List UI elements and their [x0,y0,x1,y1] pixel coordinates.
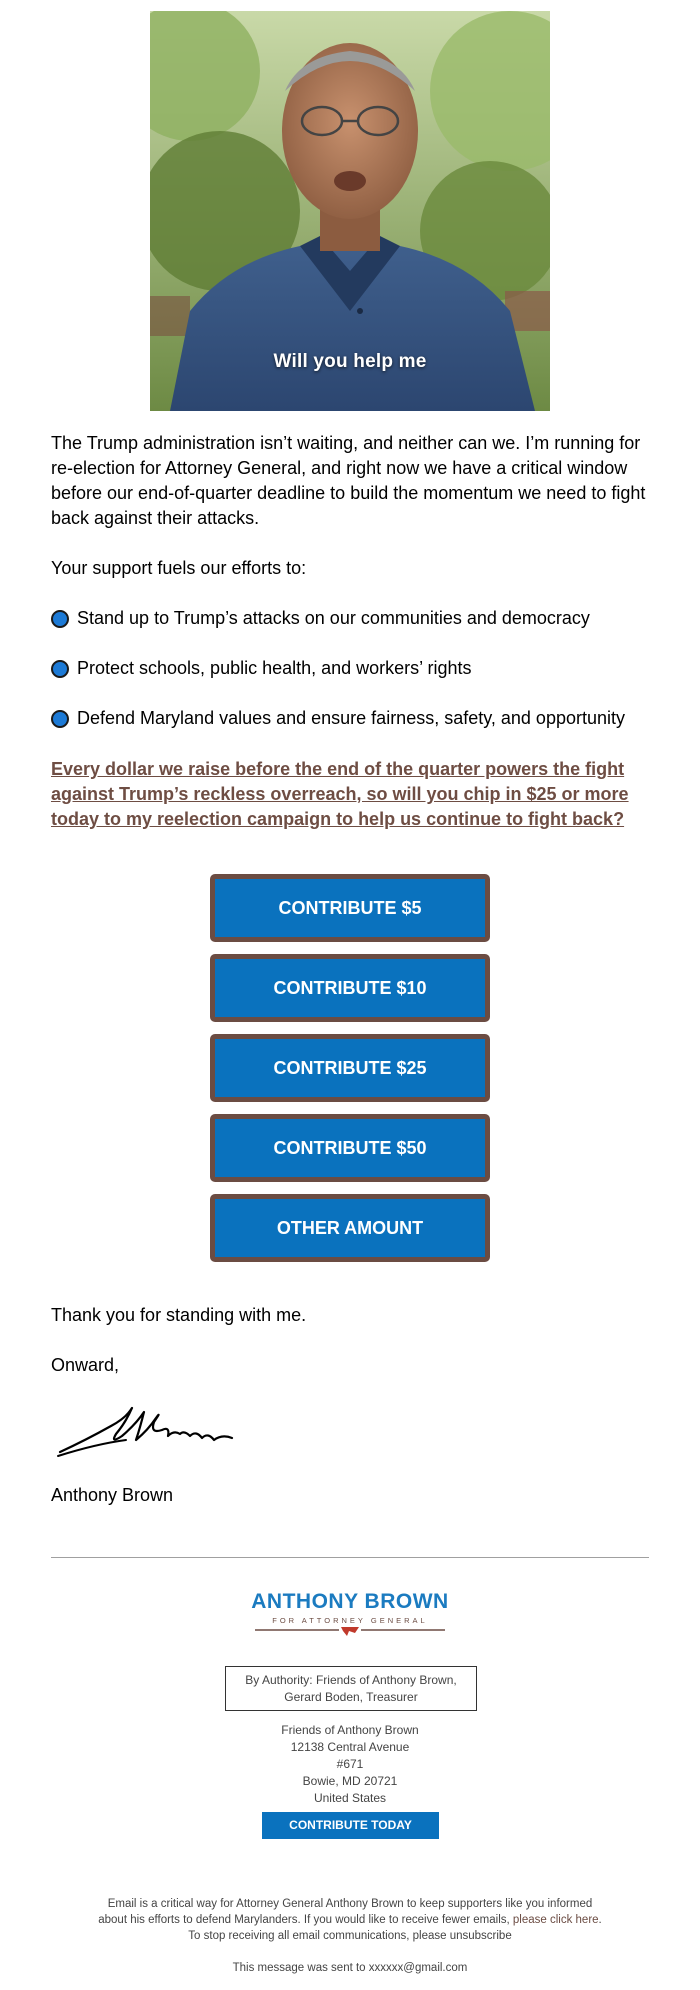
address-line: Bowie, MD 20721 [302,1774,398,1788]
footer-divider [51,1557,649,1558]
fewer-emails-link[interactable]: please click here [512,1914,599,1926]
authority-line-2: Gerard Boden, Treasurer [284,1690,418,1704]
campaign-logo[interactable] [240,1590,460,1637]
footer-line-1: Email is a critical way for Attorney General Anthony Brown to keep supporters like you informed [107,1898,593,1910]
unsubscribe-line[interactable]: To stop receiving all email communications, please unsubscribe [188,1930,512,1942]
recipient-email: xxxxxx@gmail.com [368,1962,468,1974]
maryland-flag-icon [255,1627,445,1637]
donation-ask-link[interactable]: Every dollar we raise before the end of the quarter powers the fight against Trump’s reckless overreach, so will you chip in $25 or more today to my reelection campaign to help us continue to fight back? [51,759,629,829]
sent-to-line [100,1962,600,1974]
sent-to-label: This message was sent to [232,1962,369,1974]
mailing-address [200,1722,500,1807]
onward-text: Onward, [51,1355,120,1375]
thanks-text: Thank you for standing with me. [51,1305,307,1325]
bullet-text: Stand up to Trump’s attacks on our communities and democracy [77,608,590,628]
contribute-10-button[interactable]: CONTRIBUTE $10 [210,954,490,1022]
contribute-25-button[interactable]: CONTRIBUTE $25 [210,1034,490,1102]
bullet-item [51,656,671,681]
contribute-today-button[interactable]: CONTRIBUTE TODAY [262,1812,439,1839]
intro-paragraph: The Trump administration isn’t waiting, and neither can we. I’m running for re-election for Attorney General, and right now we have a critical window before our end-of-quarter deadline to build the momentum we need to fight back against their attacks. [51,433,646,528]
contribute-5-button[interactable]: CONTRIBUTE $5 [210,874,490,942]
hero-caption: Will you help me [273,351,427,372]
logo-subtitle: FOR ATTORNEY GENERAL [272,1616,428,1625]
other-amount-button[interactable]: OTHER AMOUNT [210,1194,490,1262]
footer-line-2-end: . [598,1914,602,1926]
footer-notice [60,1896,640,1944]
signature-image [56,1400,236,1458]
logo-name: ANTHONY BROWN [251,1590,449,1613]
address-line: United States [313,1791,387,1805]
bullet-text: Defend Maryland values and ensure fairness, safety, and opportunity [77,708,625,728]
address-line: 12138 Central Avenue [290,1740,410,1754]
support-heading: Your support fuels our efforts to: [51,558,307,578]
address-line: #671 [336,1757,364,1771]
blue-circle-icon [51,660,69,678]
blue-circle-icon [51,710,69,728]
footer-line-2 [60,1912,640,1928]
address-line: Friends of Anthony Brown [281,1723,419,1737]
bullet-item [51,606,671,631]
footer-line-2-text: about his efforts to defend Marylanders. If you would like to receive fewer emails, [98,1914,513,1926]
hero-video-image[interactable] [150,11,550,411]
contribute-50-button[interactable]: CONTRIBUTE $50 [210,1114,490,1182]
paid-for-by-box [225,1666,477,1711]
bullet-text: Protect schools, public health, and workers’ rights [77,658,472,678]
bullet-item [51,706,671,731]
authority-line-1: By Authority: Friends of Anthony Brown, [245,1673,457,1687]
blue-circle-icon [51,610,69,628]
signer-name: Anthony Brown [51,1485,174,1505]
